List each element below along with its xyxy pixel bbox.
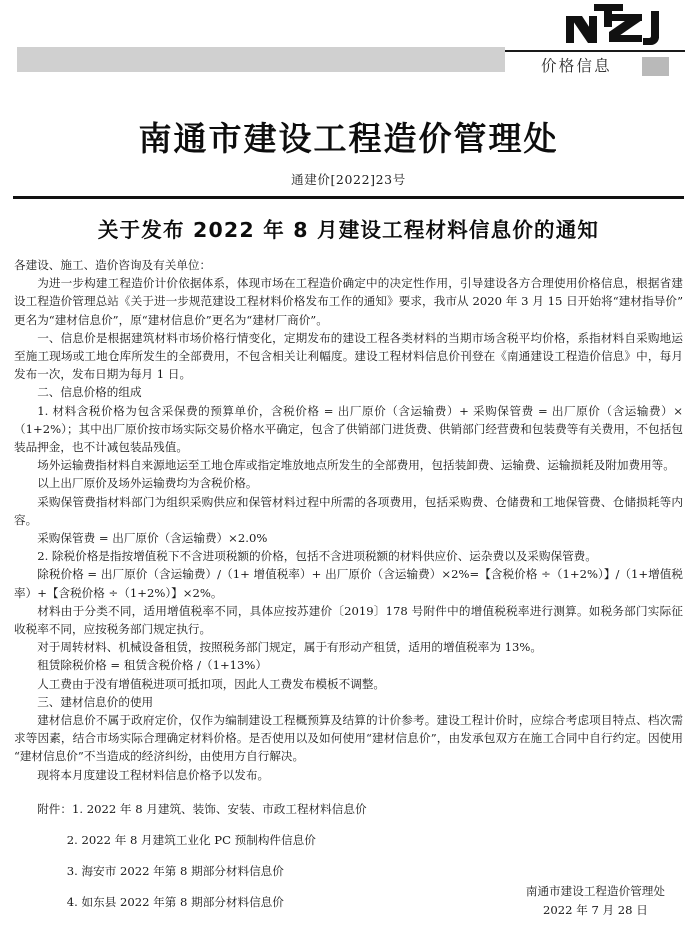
body-paragraph: 人工费由于没有增值税进项可抵扣项，因此人工费发布模板不调整。: [37, 676, 386, 691]
formula-line: 租赁除税价格 = 租赁含税价格 /（1+13%）: [37, 658, 268, 673]
body-paragraph: 三、建材信息价的使用: [37, 694, 154, 709]
brand-gray-swatch: [642, 57, 669, 76]
title-zone: [0, 120, 697, 243]
attachment-item: 3. 海安市 2022 年第 8 期部分材料信息价: [66, 864, 284, 879]
body-paragraph: 采购保管费指材料部门为组织采购供应和保管材料过程中所需的各项费用，包括采购费、仓储费和工地保管费、仓储损耗等内容。: [14, 494, 683, 527]
body-paragraph: 场外运输费指材料自来源地运至工地仓库或指定堆放地点所发生的全部费用，包括装卸费、运输费、运输损耗及附加费用等。: [37, 458, 675, 473]
attachment-item: 2. 2022 年 8 月建筑工业化 PC 预制构件信息价: [66, 832, 316, 847]
masthead-gray-bar: [17, 47, 505, 72]
body-paragraph: 二、信息价格的组成: [37, 385, 142, 400]
title-divider-rule: [13, 196, 684, 199]
brand-block: [505, 2, 689, 88]
attachment-item: 1. 2022 年 8 月建筑、装饰、安装、市政工程材料信息价: [71, 801, 367, 816]
body-paragraph: 一、信息价是根据建筑材料市场价格行情变化，定期发布的建设工程各类材料的当期市场含税平均价格，系指材料自采购地运至施工现场或工地仓库所发生的全部费用，不包含相关让利幅度。建设工程材料信息价刊登在《南通建设工程造价信息》中，每月发布一次，发布日期为每月 1 日。: [14, 330, 683, 382]
body-paragraph: 为进一步构建工程造价计价依据体系，体现市场在工程造价确定中的决定性作用，引导建设各方合理使用价格信息，根据省建设工程造价管理总站《关于进一步规范建设工程材料价格发布工作的通知》要求，我市从 2020 年 3 月 15 日开始将“建材指导价”更名为“建材信息价”，原“建材信息价”更名为“建材厂商价”。: [14, 276, 683, 327]
body-paragraph: 材料由于分类不同，适用增值税率不同，具体应按苏建价〔2019〕178 号附件中的增值税税率进行测算。如税务部门实际征收税率不同，应按税务部门规定执行。: [14, 603, 683, 636]
body-paragraph: 建材信息价不属于政府定价，仅作为编制建设工程概预算及结算的计价参考。建设工程计价时，应综合考虑项目特点、档次需求等因素，结合市场实际合理确定材料价格。是否使用以及如何使用“建材信息价”，由发承包双方在施工合同中自行约定。因使用“建材信息价”不当造成的经济纠纷，由使用方自行解决。: [14, 713, 683, 764]
signature-date: 2022 年 7 月 28 日: [543, 903, 648, 917]
formula-line: 采购保管费 = 出厂原价（含运输费）×2.0%: [37, 530, 268, 545]
formula-line: 除税价格 = 出厂原价（含运输费）/（1+ 增值税率）+ 出厂原价（含运输费）×2%=【含税价格 ÷（1+2%）】/（1+增值税率）+【含税价格 ÷（1+2%）】×2%。: [14, 567, 683, 600]
signature-block: [526, 882, 665, 920]
masthead: [0, 0, 697, 92]
attachment-label: 附件：: [37, 801, 72, 816]
document-number: 通建价[2022]23号: [291, 171, 406, 187]
body-paragraph: 1. 材料含税价格为包含采保费的预算单价，含税价格 = 出厂原价（含运输费）+ 采购保管费 = 出厂原价（含运输费）×（1+2%）；其中出厂原价按市场实际交易价格水平确定，包含了供销部门进货费、供销部门经营费和包装费等有关费用，不包括包装品押金，也不计减包装品残值。: [14, 403, 683, 454]
attachment-label-line: [14, 800, 683, 820]
brand-subtitle: 价格信息: [541, 57, 612, 75]
brand-divider-rule: [505, 50, 685, 52]
signature-issuer: 南通市建设工程造价管理处: [525, 884, 665, 898]
salutation: 各建设、施工、造价咨询及有关单位：: [14, 257, 212, 272]
notice-title: 关于发布 2022 年 8 月建设工程材料信息价的通知: [97, 217, 600, 242]
ntzj-logo-icon: [563, 2, 683, 50]
body-paragraph: 现将本月度建设工程材料信息价格予以发布。: [37, 767, 270, 782]
body-paragraph: 以上出厂原价及场外运输费均为含税价格。: [37, 476, 258, 491]
document-body: [14, 256, 683, 784]
page-title: 南通市建设工程造价管理处: [138, 119, 559, 158]
body-paragraph: 对于周转材料、机械设备租赁，按照税务部门规定，属于有形动产租赁，适用的增值税率为 13%。: [37, 640, 542, 655]
attachment-item: 4. 如东县 2022 年第 8 期部分材料信息价: [66, 895, 284, 910]
body-paragraph: 2. 除税价格是指按增值税下不含进项税额的价格，包括不含进项税额的材料供应价、运杂费以及采购保管费。: [37, 549, 597, 564]
